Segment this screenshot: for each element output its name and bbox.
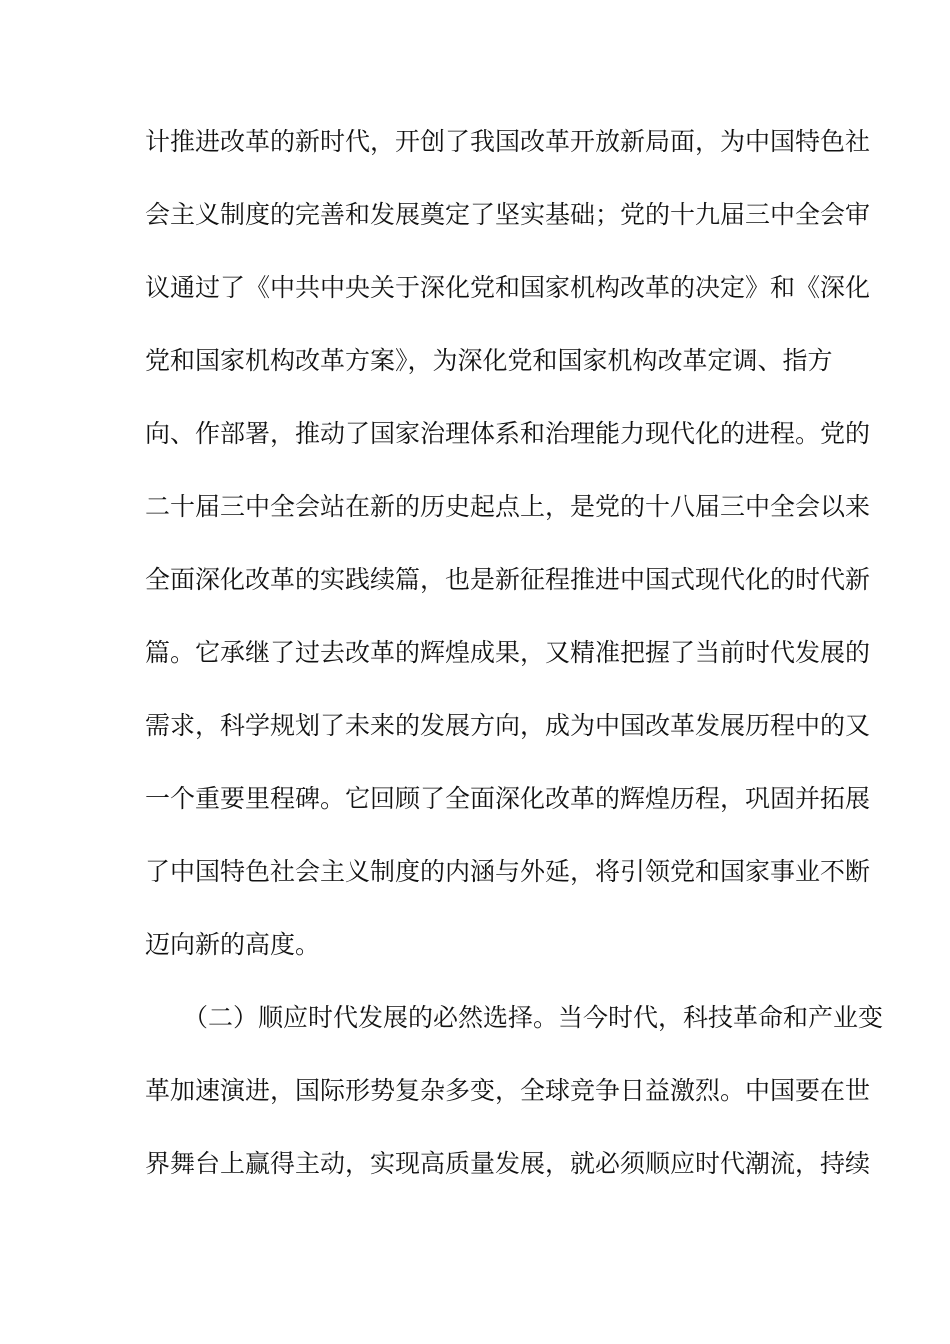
section-heading-line: （二）顺应时代发展的必然选择。当今时代，科技革命和产业变: [183, 1003, 884, 1032]
text-line: 迈向新的高度。: [145, 930, 321, 959]
text-line: 二十届三中全会站在新的历史起点上，是党的十八届三中全会以来: [145, 492, 871, 521]
text-line: 党和国家机构改革方案》，为深化党和国家机构改革定调、指方: [145, 346, 833, 375]
text-line: 会主义制度的完善和发展奠定了坚实基础；党的十九届三中全会审: [145, 200, 871, 229]
text-line: 向、作部署，推动了国家治理体系和治理能力现代化的进程。党的: [145, 419, 871, 448]
text-line: 了中国特色社会主义制度的内涵与外延，将引领党和国家事业不断: [145, 857, 871, 886]
text-line: 革加速演进，国际形势复杂多变，全球竞争日益激烈。中国要在世: [145, 1076, 871, 1105]
text-line: 全面深化改革的实践续篇，也是新征程推进中国式现代化的时代新: [145, 565, 871, 594]
body-text: [145, 116, 884, 1211]
text-line: 议通过了《中共中央关于深化党和国家机构改革的决定》和《深化: [145, 273, 871, 302]
text-line: 篇。它承继了过去改革的辉煌成果，又精准把握了当前时代发展的: [145, 638, 871, 667]
text-line: 一个重要里程碑。它回顾了全面深化改革的辉煌历程，巩固并拓展: [145, 784, 871, 813]
text-line: 界舞台上赢得主动，实现高质量发展，就必须顺应时代潮流，持续: [145, 1149, 871, 1178]
text-line: 计推进改革的新时代，开创了我国改革开放新局面，为中国特色社: [145, 127, 871, 156]
text-line: 需求，科学规划了未来的发展方向，成为中国改革发展历程中的又: [145, 711, 871, 740]
